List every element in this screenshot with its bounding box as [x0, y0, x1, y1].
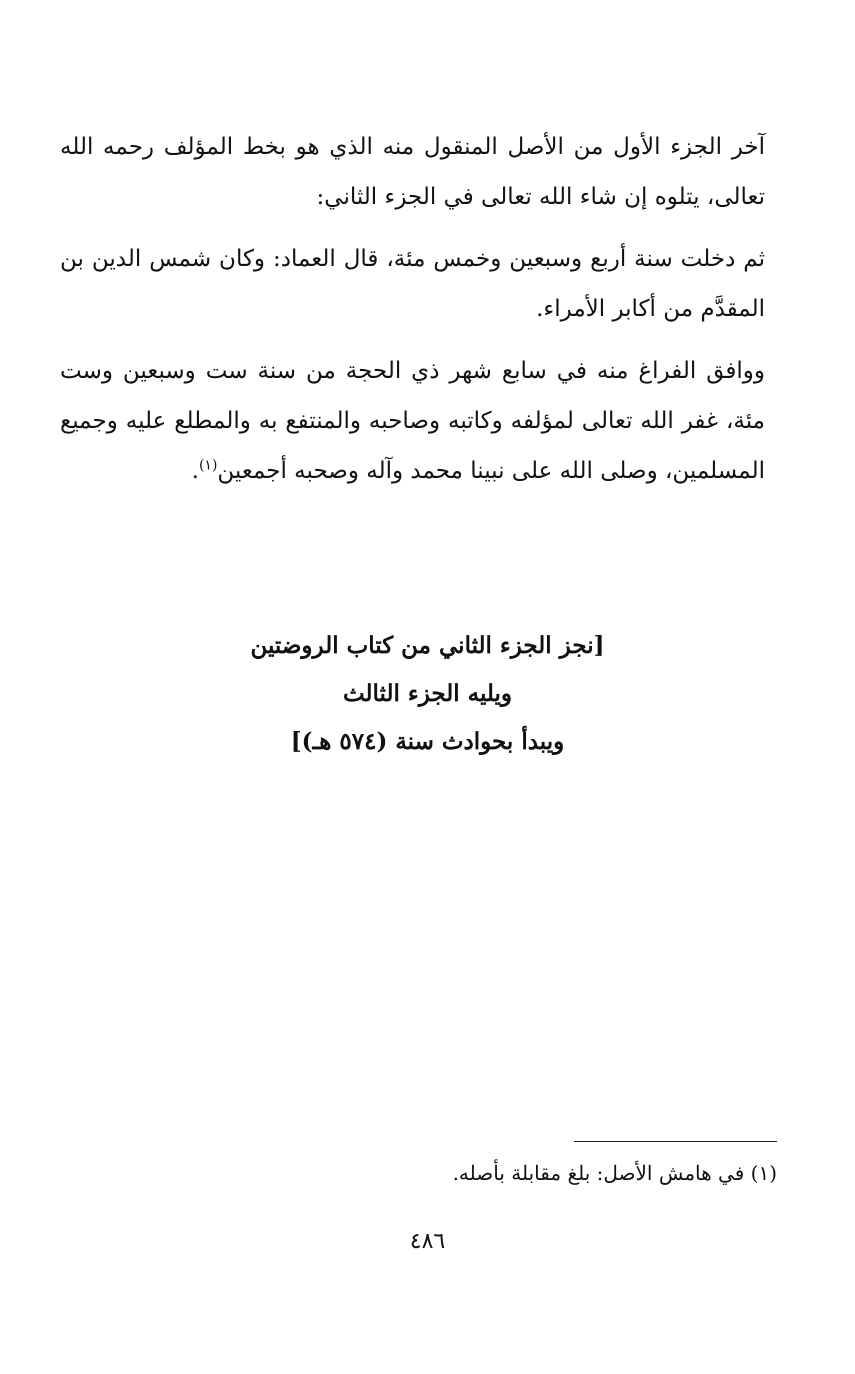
- footnote-reference: (١): [198, 457, 218, 474]
- closing-line-3: ويبدأ بحوادث سنة (٥٧٤ هـ)]: [290, 728, 565, 755]
- closing-line-1: [نجز الجزء الثاني من كتاب الروضتين: [250, 632, 605, 659]
- paragraph-colophon-note: آخر الجزء الأول من الأصل المنقول منه الذي هو بخط المؤلف رحمه الله تعالى، يتلوه إن شاء الله تعالى في الجزء الثاني:: [60, 134, 765, 210]
- final-period: .: [191, 458, 199, 484]
- paragraph-next-part-opening: ثم دخلت سنة أربع وسبعين وخمس مئة، قال العماد: وكان شمس الدين بن المقدَّم من أكابر الأمراء.: [60, 246, 765, 322]
- closing-line-2: ويليه الجزء الثالث: [342, 680, 513, 707]
- page-number: ٤٨٦: [409, 1229, 446, 1254]
- paragraph-completion-date: [60, 346, 765, 496]
- footnote-divider: [574, 1141, 777, 1142]
- footnote: (١) في هامش الأصل: بلغ مقابلة بأصله.: [452, 1161, 777, 1185]
- paragraph-completion-text: ووافق الفراغ منه في سابع شهر ذي الحجة من سنة ست وسبعين وست مئة، غفر الله تعالى لمؤلفه وكاتبه وصاحبه والمنتفع به والمطلع عليه وجميع المسلمين، وصلى الله على نبينا محمد وآله وصحبه أجمعين: [60, 358, 765, 484]
- closing-note: [0, 622, 855, 766]
